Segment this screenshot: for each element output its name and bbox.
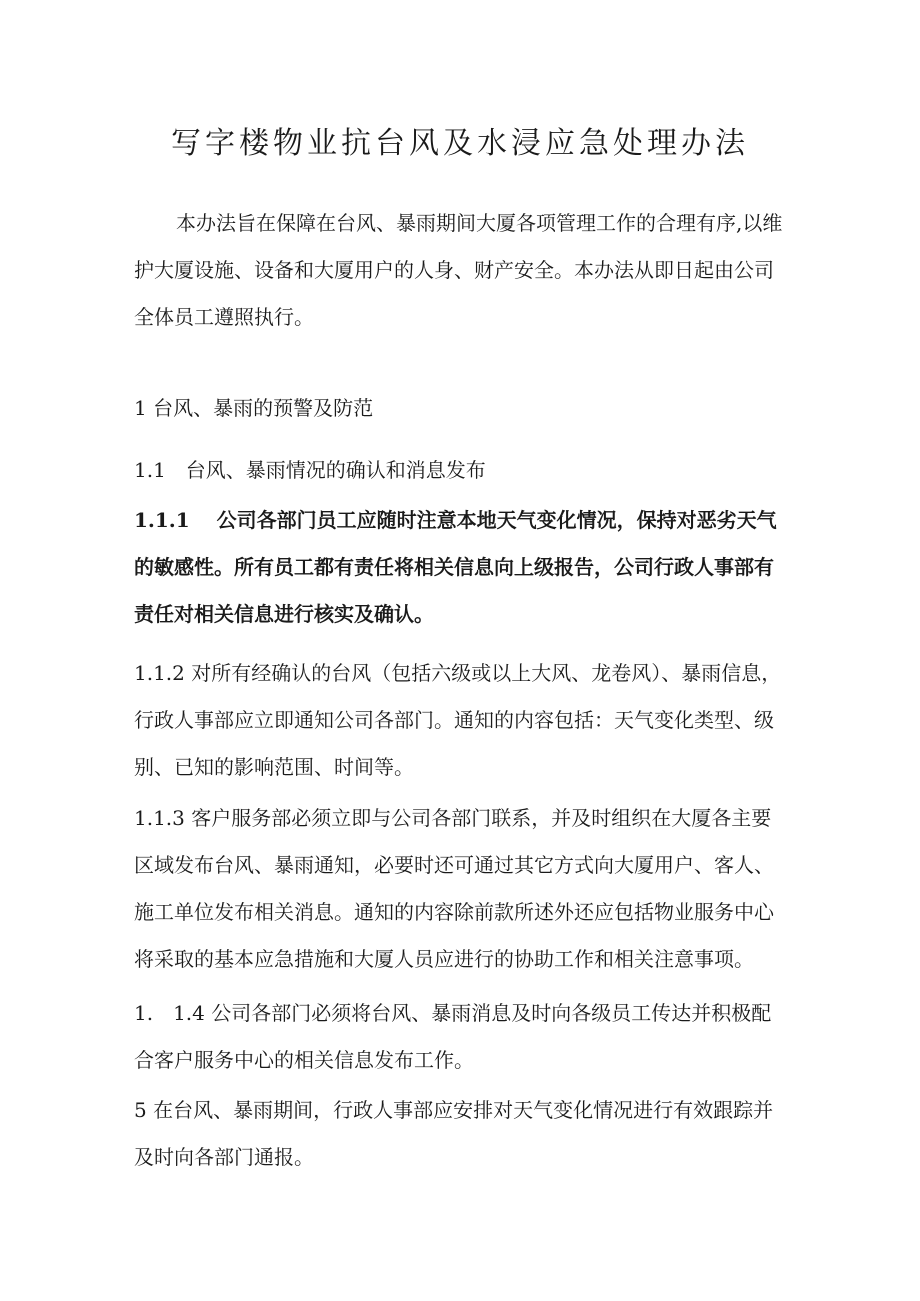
section-heading-1-1: 1.1 台风、暴雨情况的确认和消息发布 [134, 458, 486, 482]
clause-1-1-1: 1.1.1 公司各部门员工应随时注意本地天气变化情况，保持对恶劣天气的敏感性。所有员工都有责任将相关信息向上级报告，公司行政人事部有责任对相关信息进行核实及确认。 [134, 508, 777, 626]
clause-1-1-2: 1.1.2 对所有经确认的台风（包括六级或以上大风、龙卷风）、暴雨信息，行政人事部应立即通知公司各部门。通知的内容包括：天气变化类型、级别、已知的影响范围、时间等。 [134, 661, 782, 779]
section-heading-1: 1 台风、暴雨的预警及防范 [134, 396, 374, 420]
clause-1-1-4: 1. 1.4 公司各部门必须将台风、暴雨消息及时向各级员工传达并积极配合客户服务中心的相关信息发布工作。 [134, 1001, 772, 1072]
clause-1-1-3: 1.1.3 客户服务部必须立即与公司各部门联系，并及时组织在大厦各主要区域发布台风、暴雨通知，必要时还可通过其它方式向大厦用户、客人、施工单位发布相关消息。通知的内容除前款所述外还应包括物业服务中心将采取的基本应急措施和大厦人员应进行的协助工作和相关注意事项。 [134, 806, 774, 971]
document-title: 写字楼物业抗台风及水浸应急处理办法 [171, 126, 749, 161]
intro-paragraph: 本办法旨在保障在台风、暴雨期间大厦各项管理工作的合理有序,以维护大厦设施、设备和大厦用户的人身、财产安全。本办法从即日起由公司全体员工遵照执行。 [134, 211, 783, 329]
clause-5: 5 在台风、暴雨期间，行政人事部应安排对天气变化情况进行有效跟踪并及时向各部门通报。 [134, 1098, 774, 1169]
